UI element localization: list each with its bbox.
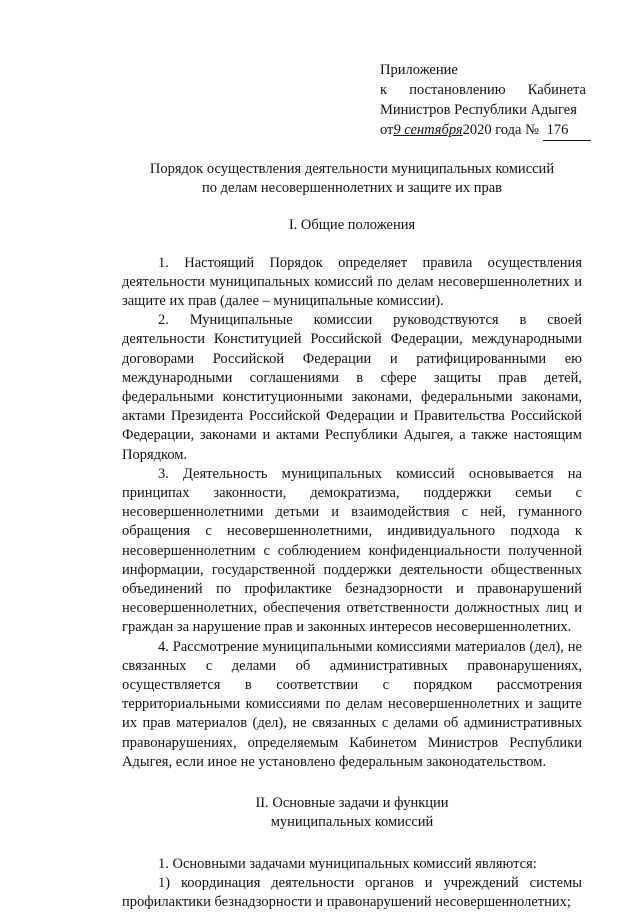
section1-heading: I. Общие положения [288,217,416,234]
section2-paragraph-1: 1. Основными задачами муниципальных комиссий являются: [158,855,537,872]
appendix-date-prefix: от [380,122,394,138]
section2-paragraph-2: 1) координация деятельности органов и учреждений системы профилактики безнадзорности и правонарушений несовершеннолетних; [122,874,582,910]
appendix-date-line [380,120,586,141]
appendix-label: Приложение [380,62,458,78]
appendix-word-k: к [380,82,388,98]
document-title-line1: Порядок осуществления деятельности муниципальных комиссий [149,161,555,177]
document-body [122,160,582,912]
appendix-date-value: 9 сентября [393,122,463,138]
appendix-line-resolution [380,80,586,100]
appendix-number: 176 [543,120,591,141]
appendix-word-cabinet: Кабинета [527,82,586,98]
section1-paragraph-1: 1. Настоящий Порядок определяет правила осуществления деятельности муниципальных комиссий по делам несовершеннолетних и защите их прав (далее – муниципальные комиссии). [122,254,582,310]
section2-heading-line1: II. Основные задачи и функции [255,795,449,812]
section1-paragraph-2: 2. Муниципальные комиссии руководствуются в своей деятельности Конституцией Российской Федерации, международными договорами Российской Федерации и ратифицированными ею международными соглашениями в сфере защиты прав детей, федеральными конституционными законами, федеральными законами, актами Президента Российской Федерации и Правительства Российской Федерации, законами и актами Республики Адыгея, а также настоящим Порядком. [122,312,582,463]
appendix-ministers: Министров Республики Адыгея [380,102,577,118]
appendix-year: 2020 года № [462,122,539,138]
document-title-line2: по делам несовершеннолетних и защите их прав [202,180,502,197]
section1-paragraph-3: 3. Деятельность муниципальных комиссий основывается на принципах законности, демократизма, поддержки семьи с несовершеннолетними детьми и взаимодействия с ней, гуманного обращения с несовершеннолетними, индивидуального подхода к несовершеннолетним с соблюдением конфиденциальности полученной информации, государственной поддержки деятельности общественных объединений по профилактике безнадзорности и правонарушений несовершеннолетних, обеспечения ответственности должностных лиц и граждан за нарушение прав и законных интересов несовершеннолетних. [122,465,582,636]
appendix-block [380,60,586,141]
appendix-word-resolution: постановлению [409,82,506,98]
section1-paragraph-4: 4. Рассмотрение муниципальными комиссиями материалов (дел), не связанных с делами об административных правонарушениях, осуществляется в соответствии с порядком рассмотрения территориальными комиссиями по делам несовершеннолетних и защите их прав материалов (дел), не связанных с делами об административных правонарушениях, определяемым Кабинетом Министров Республики Адыгея, если иное не установлено федеральным законодательством. [122,638,582,770]
section2-heading-line2: муниципальных комиссий [270,814,434,831]
